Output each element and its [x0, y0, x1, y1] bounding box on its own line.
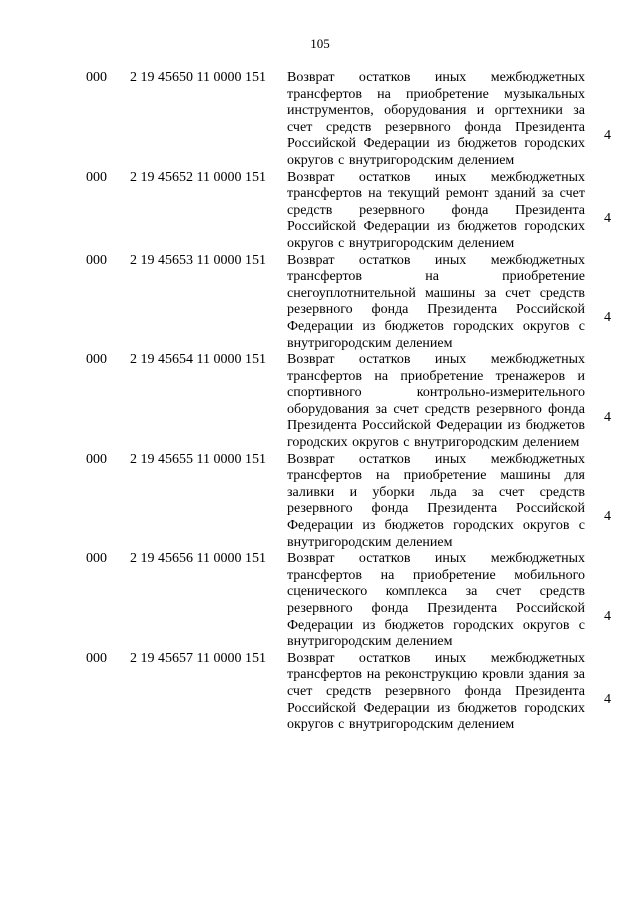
budget-classification-code: 2 19 45656 11 0000 151	[130, 551, 266, 567]
table-row	[0, 452, 640, 552]
budget-classification-code: 2 19 45652 11 0000 151	[130, 169, 266, 185]
table-row	[0, 651, 640, 734]
row-value: 4	[604, 310, 611, 326]
row-value: 4	[604, 127, 611, 143]
budget-classification-code: 2 19 45653 11 0000 151	[130, 252, 266, 268]
table-row	[0, 170, 640, 253]
table-row	[0, 352, 640, 452]
row-description: Возврат остатков иных межбюджетных трансфертов на приобретение музыкальных инструментов, оборудования и оргтехники за счет средств резервного фонда Президента Российской Федерации из бюджетов городских округов с внутригородским делением	[287, 70, 585, 168]
row-description: Возврат остатков иных межбюджетных трансфертов на текущий ремонт зданий за счет средств резервного фонда Президента Российской Федерации из бюджетов городских округов с внутригородским делением	[287, 169, 585, 251]
row-description: Возврат остатков иных межбюджетных трансфертов на приобретение снегоуплотнительной машины за счет средств резервного фонда Президента Российской Федерации из бюджетов городских округов с внутригородским делением	[287, 252, 585, 351]
row-value: 4	[604, 409, 611, 425]
row-value: 4	[604, 691, 611, 707]
table-row	[0, 253, 640, 353]
budget-classification-code: 2 19 45655 11 0000 151	[130, 451, 266, 467]
budget-code-table	[0, 70, 640, 734]
row-value: 4	[604, 210, 611, 226]
admin-code: 000	[86, 551, 107, 567]
budget-classification-code: 2 19 45657 11 0000 151	[130, 650, 266, 666]
table-row	[0, 70, 640, 170]
row-description: Возврат остатков иных межбюджетных трансфертов на реконструкцию кровли здания за счет средств резервного фонда Президента Российской Федерации из бюджетов городских округов с внутригородским делением	[287, 650, 585, 733]
admin-code: 000	[86, 169, 107, 185]
row-description: Возврат остатков иных межбюджетных трансфертов на приобретение машины для заливки и уборки льда за счет средств резервного фонда Президента Российской Федерации из бюджетов городских округов с внутригородским делением	[287, 451, 585, 550]
admin-code: 000	[86, 252, 107, 268]
row-description: Возврат остатков иных межбюджетных трансфертов на приобретение мобильного сценического комплекса за счет средств резервного фонда Президента Российской Федерации из бюджетов городских округов с внутригородским делением	[287, 551, 585, 650]
admin-code: 000	[86, 352, 107, 368]
table-row	[0, 551, 640, 651]
page-number: 105	[310, 36, 330, 51]
row-value: 4	[604, 608, 611, 624]
budget-classification-code: 2 19 45650 11 0000 151	[130, 70, 266, 85]
row-description: Возврат остатков иных межбюджетных трансфертов на приобретение тренажеров и спортивного контрольно-измерительного оборудования за счет средств резервного фонда Президента Российской Федерации из бюджетов городских округов с внутригородским делением	[287, 352, 585, 451]
budget-classification-code: 2 19 45654 11 0000 151	[130, 352, 266, 368]
admin-code: 000	[86, 451, 107, 467]
admin-code: 000	[86, 650, 107, 666]
row-value: 4	[604, 509, 611, 525]
admin-code: 000	[86, 70, 107, 85]
